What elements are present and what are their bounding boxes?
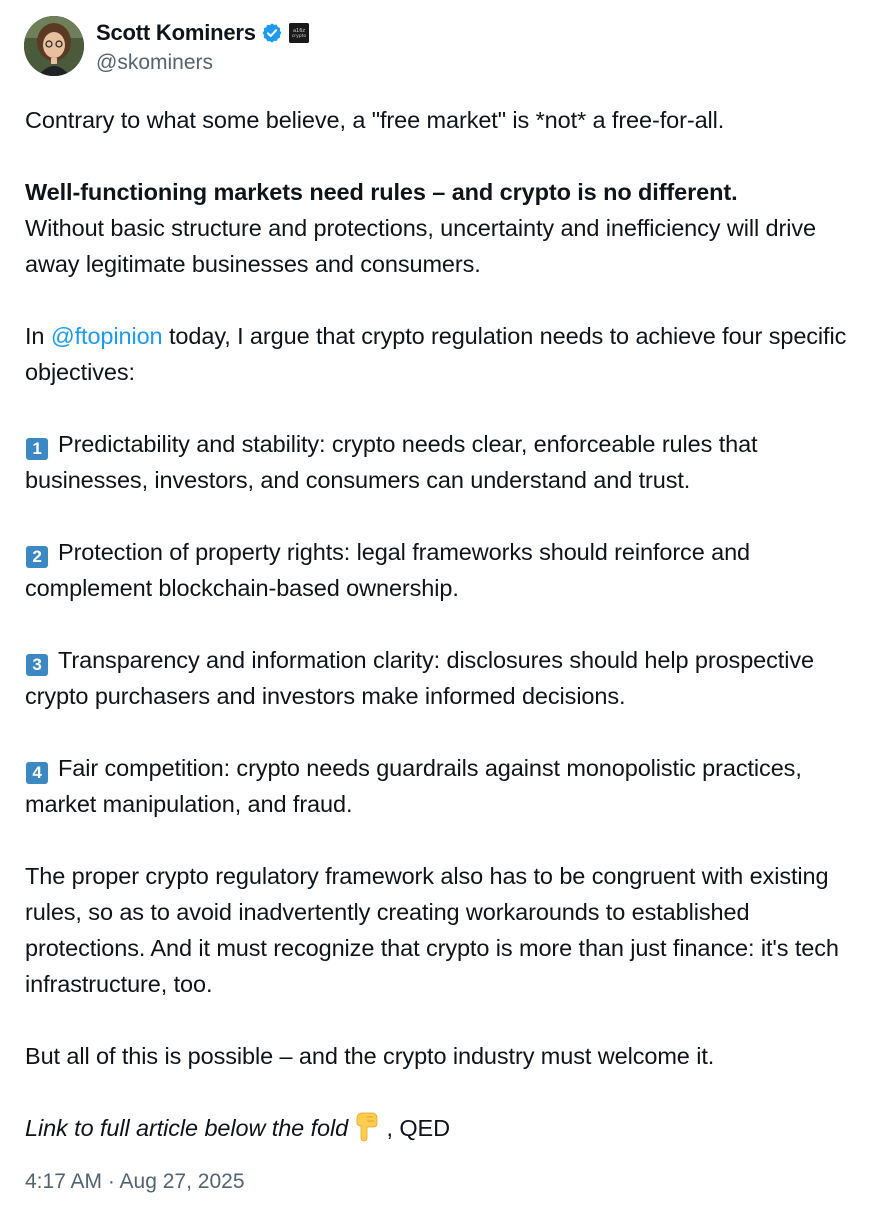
paragraph-link (25, 1110, 875, 1146)
keycap-2-icon: 2 (26, 546, 48, 568)
bold-statement: Well-functioning markets need rules – and crypto is no different. (25, 179, 738, 205)
author-identity (96, 16, 309, 75)
qed-text: , QED (380, 1115, 450, 1141)
list-item (25, 426, 875, 498)
author-handle[interactable]: @skominers (96, 51, 214, 74)
tweet-header (24, 16, 309, 80)
paragraph-argument (25, 318, 875, 390)
verified-badge-icon[interactable] (261, 22, 283, 44)
mention-link[interactable]: @ftopinion (50, 323, 163, 349)
list-item-text: Protection of property rights: legal frameworks should reinforce and complement blockchain-based ownership. (25, 539, 751, 601)
pointing-down-hand-icon (354, 1112, 380, 1142)
keycap-1-icon: 1 (26, 438, 48, 460)
paragraph-argument-post: today, I argue that crypto regulation needs to achieve four specific objectives: (25, 323, 847, 385)
avatar[interactable] (24, 16, 84, 76)
list-item-text: Predictability and stability: crypto needs clear, enforceable rules that businesses, investors, and consumers can understand and trust. (25, 431, 758, 493)
name-row (96, 18, 309, 48)
paragraph-possible: But all of this is possible – and the crypto industry must welcome it. (25, 1043, 715, 1069)
keycap-4-icon: 4 (26, 762, 48, 784)
paragraph-intro: Contrary to what some believe, a "free market" is *not* a free-for-all. (25, 107, 725, 133)
list-item (25, 642, 875, 714)
affiliate-badge-icon[interactable] (289, 23, 309, 43)
avatar-photo-icon (24, 16, 84, 76)
list-item (25, 750, 875, 822)
link-note: Link to full article below the fold (25, 1115, 349, 1141)
display-name[interactable]: Scott Kominers (96, 20, 256, 45)
paragraph-markets-rest: Without basic structure and protections, uncertainty and inefficiency will drive away legitimate businesses and consumers. (25, 215, 816, 277)
paragraph-framework: The proper crypto regulatory framework also has to be congruent with existing rules, so as to avoid inadvertently creating workarounds to established protections. And it must recognize that crypto is more than just finance: it's tech infrastructure, too. (25, 863, 839, 997)
list-item (25, 534, 875, 606)
list-item-text: Transparency and information clarity: disclosures should help prospective crypto purchasers and investors make informed decisions. (25, 647, 814, 709)
svg-text:crypto: crypto (291, 34, 306, 39)
keycap-3-icon: 3 (26, 654, 48, 676)
tweet-text (25, 102, 875, 1146)
tweet-timestamp[interactable]: 4:17 AM · Aug 27, 2025 (25, 1170, 245, 1193)
paragraph-markets (25, 174, 875, 282)
list-item-text: Fair competition: crypto needs guardrails against monopolistic practices, market manipulation, and fraud. (25, 755, 802, 817)
svg-text:a16z: a16z (292, 28, 305, 34)
paragraph-argument-pre: In (25, 323, 51, 349)
